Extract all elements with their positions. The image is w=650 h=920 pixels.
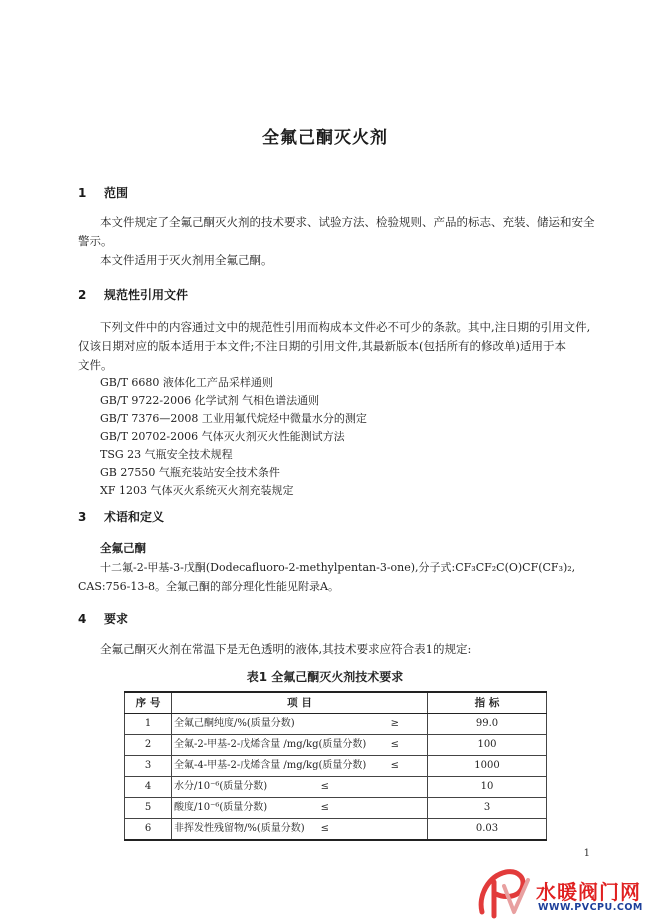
reference-item: XF 1203 气体灭火系统灭火剂充装规定 <box>100 484 294 497</box>
row-number: 3 <box>125 756 172 777</box>
paragraph: 文件。 <box>78 358 113 372</box>
paragraph: 下列文件中的内容通过文中的规范性引用而构成本文件必不可少的条款。其中,注日期的引用文件, <box>100 320 591 334</box>
section-number: 1 <box>78 186 87 200</box>
section-title: 要求 <box>104 612 129 626</box>
item-label: 非挥发性残留物/%(质量分数) <box>174 823 305 834</box>
paragraph: CAS:756-13-8。全氟己酮的部分理化性能见附录A。 <box>78 580 339 593</box>
row-number: 5 <box>125 798 172 819</box>
section-4-heading <box>78 610 128 627</box>
section-2-heading <box>78 286 188 303</box>
paragraph: 仅该日期对应的版本适用于本文件;不注日期的引用文件,其最新版本(包括所有的修改单)适用于本 <box>78 339 566 353</box>
item-label: 全氟-2-甲基-2-戊烯含量 /mg/kg(质量分数) <box>174 739 367 750</box>
column-header: 序 号 <box>125 692 172 714</box>
site-watermark <box>474 866 650 920</box>
table-row <box>125 735 547 756</box>
pv-logo-icon <box>474 866 534 920</box>
table-header-row <box>125 692 547 714</box>
reference-item: GB/T 9722-2006 化学试剂 气相色谱法通则 <box>100 394 320 407</box>
item-cell <box>172 714 428 735</box>
value-cell: 10 <box>428 777 547 798</box>
watermark-text: 水暖阀门网 <box>536 880 641 904</box>
value-cell: 100 <box>428 735 547 756</box>
row-number: 6 <box>125 819 172 841</box>
paragraph: 警示。 <box>78 234 113 248</box>
table-row <box>125 714 547 735</box>
row-number: 2 <box>125 735 172 756</box>
item-cell <box>172 735 428 756</box>
comparison-operator: ≤ <box>390 739 399 750</box>
page-number: 1 <box>583 848 590 859</box>
document-title: 全氟己酮灭火剂 <box>262 128 388 148</box>
section-number: 4 <box>78 612 87 626</box>
section-title: 术语和定义 <box>104 510 165 524</box>
paragraph: 本文件规定了全氟己酮灭火剂的技术要求、试验方法、检验规则、产品的标志、充装、储运和安全 <box>100 215 595 229</box>
section-title: 范围 <box>104 186 129 200</box>
section-3-heading <box>78 508 164 525</box>
row-number: 1 <box>125 714 172 735</box>
value-cell: 1000 <box>428 756 547 777</box>
value-cell: 0.03 <box>428 819 547 841</box>
section-number: 3 <box>78 510 87 524</box>
watermark-url: WWW.PVCPU.COM <box>538 902 643 913</box>
item-cell <box>172 756 428 777</box>
comparison-operator: ≤ <box>320 802 329 813</box>
column-header: 项 目 <box>172 692 428 714</box>
reference-item: GB/T 6680 液体化工产品采样通则 <box>100 376 273 389</box>
paragraph: 本文件适用于灭火剂用全氟己酮。 <box>100 253 273 267</box>
section-number: 2 <box>78 288 87 302</box>
comparison-operator: ≤ <box>320 781 329 792</box>
reference-item: GB 27550 气瓶充装站安全技术条件 <box>100 466 280 479</box>
item-cell <box>172 819 428 841</box>
table-row <box>125 756 547 777</box>
requirements-table <box>124 691 547 841</box>
item-label: 全氟-4-甲基-2-戊烯含量 /mg/kg(质量分数) <box>174 760 367 771</box>
item-label: 水分/10⁻⁶(质量分数) <box>174 781 268 792</box>
section-title: 规范性引用文件 <box>104 288 189 302</box>
table-caption: 表1 全氟己酮灭火剂技术要求 <box>246 670 404 684</box>
table-row <box>125 819 547 841</box>
comparison-operator: ≤ <box>390 760 399 771</box>
reference-item: GB/T 20702-2006 气体灭火剂灭火性能测试方法 <box>100 430 345 443</box>
value-cell: 3 <box>428 798 547 819</box>
table-row <box>125 798 547 819</box>
item-cell <box>172 798 428 819</box>
reference-item: TSG 23 气瓶安全技术规程 <box>100 448 233 461</box>
item-cell <box>172 777 428 798</box>
reference-item: GB/T 7376—2008 工业用氟代烷烃中微量水分的测定 <box>100 412 367 425</box>
table-row <box>125 777 547 798</box>
item-label: 酸度/10⁻⁶(质量分数) <box>174 802 268 813</box>
paragraph: 十二氟-2-甲基-3-戊酮(Dodecafluoro-2-methylpentan-3-one),分子式:CF₃CF₂C(O)CF(CF₃)₂, <box>100 561 576 574</box>
paragraph: 全氟己酮灭火剂在常温下是无色透明的液体,其技术要求应符合表1的规定: <box>100 642 472 656</box>
item-label: 全氟己酮纯度/%(质量分数) <box>174 718 295 729</box>
term-heading: 全氟己酮 <box>100 541 146 555</box>
column-header: 指 标 <box>428 692 547 714</box>
row-number: 4 <box>125 777 172 798</box>
section-1-heading <box>78 184 128 201</box>
value-cell: 99.0 <box>428 714 547 735</box>
comparison-operator: ≥ <box>390 718 399 729</box>
comparison-operator: ≤ <box>320 823 329 834</box>
